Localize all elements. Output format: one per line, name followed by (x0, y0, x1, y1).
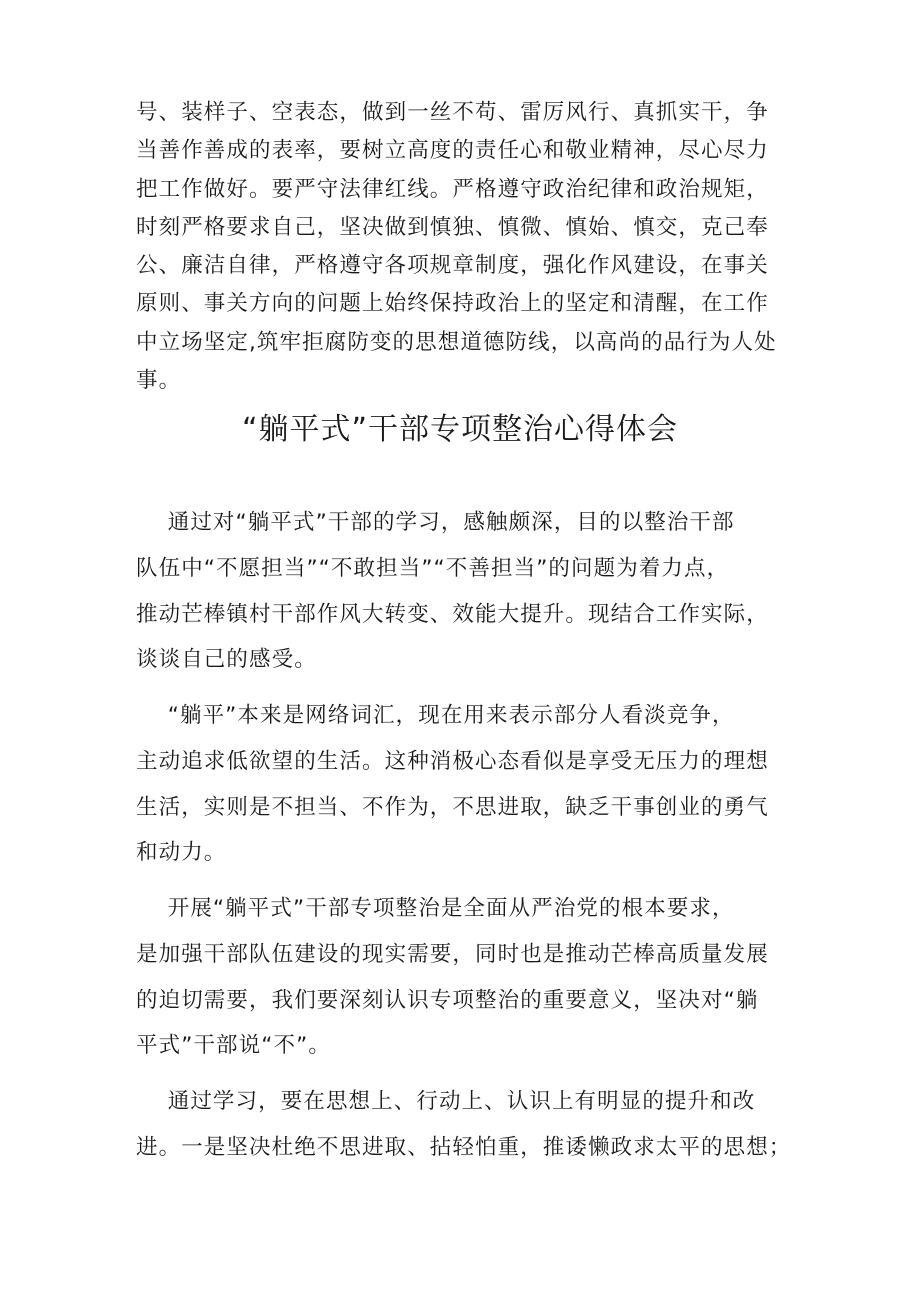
text-line: 的迫切需要，我们要深刻认识专项整治的重要意义，坚决对“躺 (136, 987, 759, 1013)
text-line: 通过对“躺平式”干部的学习，感触颇深，目的以整治干部 (136, 510, 735, 535)
text-line: 进。一是坚决杜绝不思进取、拈轻怕重，推诿懒政求太平的思想； (136, 1134, 792, 1160)
text-line: 平式”干部说“不”。 (136, 1033, 331, 1059)
text-line: 队伍中“不愿担当”“不敢担当”“不善担当”的问题为着力点， (136, 555, 730, 581)
text-line: 是加强干部队伍建设的现实需要，同时也是推动芒棒高质量发展 (136, 941, 769, 967)
text-line: 通过学习，要在思想上、行动上、认识上有明显的提升和改 (136, 1089, 756, 1114)
text-line: 当善作善成的表率，要树立高度的责任心和敬业精神，尽心尽力 (136, 138, 769, 164)
text-line: 原则、事关方向的问题上始终保持政治上的坚定和清醒，在工作 (136, 291, 769, 317)
text-line: 中立场坚定,筑牢拒腐防变的思想道德防线，以高尚的品行为人处 (136, 329, 777, 355)
text-line: 公、廉洁自律，严格遵守各项规章制度，强化作风建设，在事关 (136, 253, 769, 279)
text-line: 谈谈自己的感受。 (136, 647, 317, 673)
paragraph-3 (136, 896, 796, 1079)
paragraph-4 (136, 1089, 796, 1181)
text-line: 推动芒棒镇村干部作风大转变、效能大提升。现结合工作实际， (136, 601, 769, 627)
paragraph-1 (136, 510, 796, 693)
paragraph-2 (136, 703, 796, 886)
text-line: 和动力。 (136, 840, 227, 866)
document-title: “躺平式”干部专项整治心得体会 (241, 412, 679, 447)
text-line: 事。 (136, 368, 182, 394)
text-line: 主动追求低欲望的生活。这种消极心态看似是享受无压力的理想 (136, 748, 769, 774)
text-line: 把工作做好。要严守法律红线。严格遵守政治纪律和政治规矩， (136, 176, 769, 202)
text-line: “躺平”本来是网络词汇，现在用来表示部分人看淡竞争， (136, 703, 735, 728)
top-paragraph (136, 100, 796, 406)
text-line: 时刻严格要求自己，坚决做到慎独、慎微、慎始、慎交，克己奉 (136, 214, 769, 240)
text-line: 号、装样子、空表态，做到一丝不苟、雷厉风行、真抓实干，争 (136, 100, 769, 125)
text-line: 生活，实则是不担当、不作为，不思进取，缺乏干事创业的勇气 (136, 794, 769, 820)
text-line: 开展“躺平式”干部专项整治是全面从严治党的根本要求， (136, 896, 735, 921)
